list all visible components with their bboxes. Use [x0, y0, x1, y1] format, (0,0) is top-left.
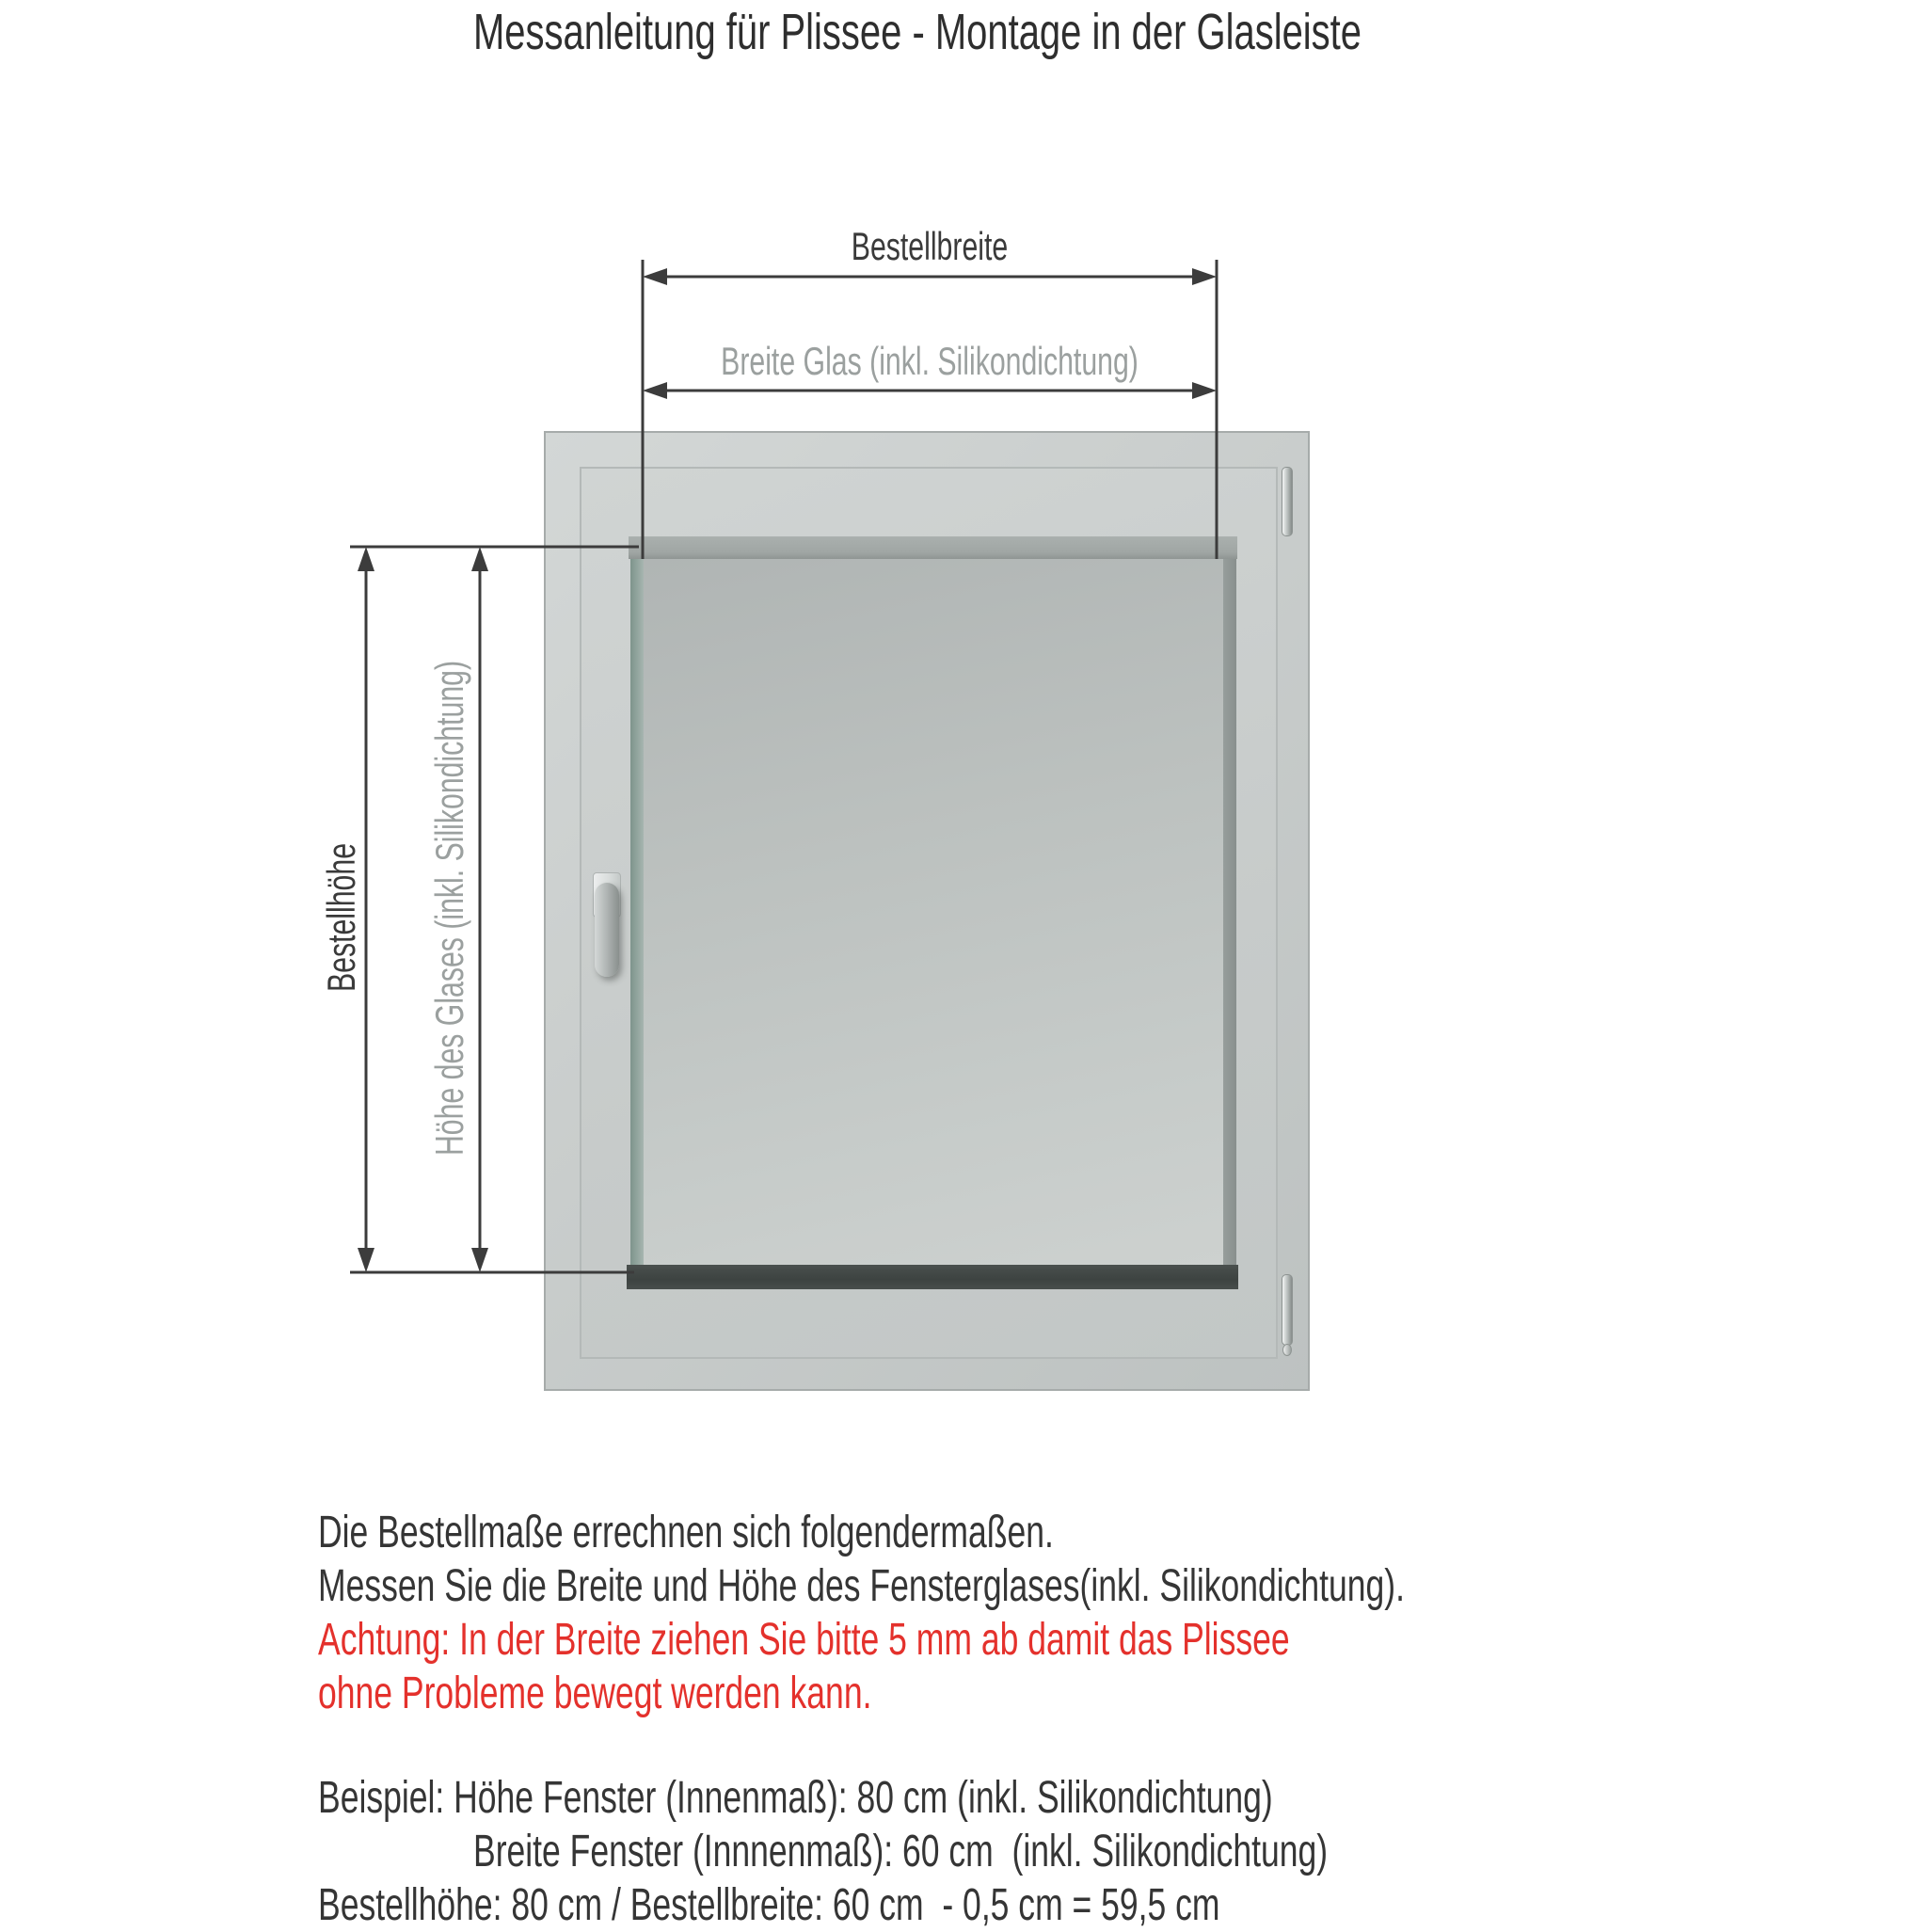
glass-height-label: Höhe des Glases (inkl. Silikondichtung): [427, 660, 471, 1157]
glass-width-label: Breite Glas (inkl. Silikondichtung): [721, 339, 1139, 383]
example-line-1: Beispiel: Höhe Fenster (Innenmaß): 80 cm (inkl. Silikondichtung): [318, 1773, 1273, 1823]
example-line-3: Bestellhöhe: 80 cm / Bestellbreite: 60 cm - 0,5 cm = 59,5 cm: [318, 1880, 1220, 1930]
dim-arrow-order-width: [643, 268, 1217, 285]
instructions-text: [318, 1506, 1787, 1720]
warning-line-2: ohne Probleme bewegt werden kann.: [318, 1669, 872, 1718]
dim-arrow-glass-height: [471, 547, 488, 1272]
example-text: [318, 1771, 1682, 1932]
instructions-line-2: Messen Sie die Breite und Höhe des Fensterglases(inkl. Silikondichtung).: [318, 1561, 1406, 1611]
warning-line-1: Achtung: In der Breite ziehen Sie bitte 5 mm ab damit das Plissee: [318, 1615, 1290, 1665]
order-height-label: Bestellhöhe: [319, 842, 363, 993]
page-title: Messanleitung für Plissee - Montage in der Glasleiste: [473, 4, 1362, 60]
order-width-label: Bestellbreite: [851, 224, 1009, 268]
instructions-line-1: Die Bestellmaße errechnen sich folgendermaßen.: [318, 1508, 1054, 1557]
example-line-2: Breite Fenster (Innnenmaß): 60 cm (inkl. Silikondichtung): [473, 1827, 1329, 1876]
dim-arrow-glass-width: [643, 382, 1217, 399]
